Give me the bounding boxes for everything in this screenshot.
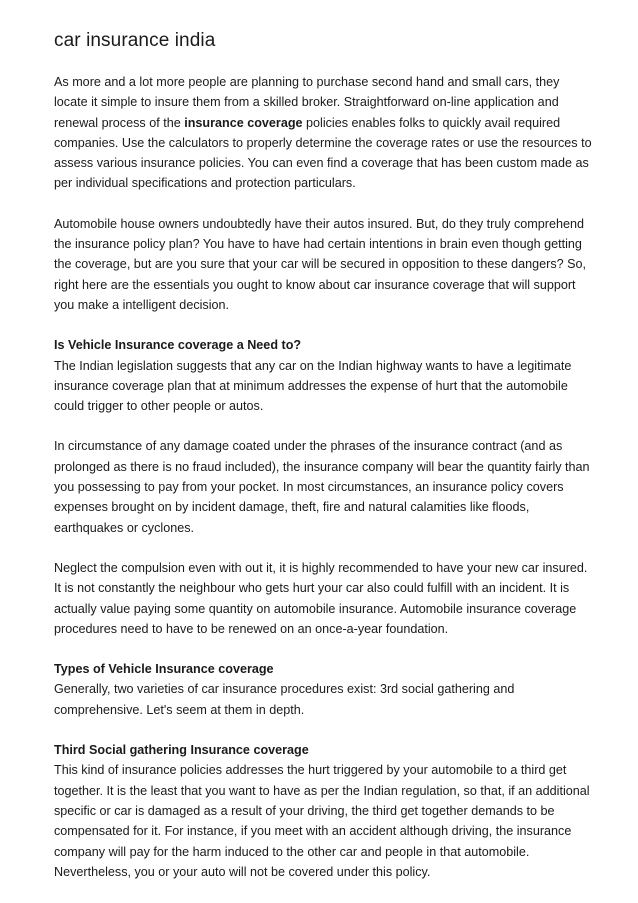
section-third-party bbox=[54, 740, 594, 882]
document-page bbox=[54, 28, 594, 902]
paragraph-owners: Automobile house owners undoubtedly have their autos insured. But, do they truly comprehend the insurance policy plan? You have to have had certain intentions in brain even though getting the coverage, but are you sure that your car will be secured in opposition to these dangers? So, right here are the essentials you ought to know about car insurance coverage that will support you make a intelligent decision. bbox=[54, 216, 587, 312]
section-text-types: Generally, two varieties of car insurance procedures exist: 3rd social gathering and comprehensive. Let's seem at them in depth. bbox=[54, 682, 515, 717]
paragraph-damage: In circumstance of any damage coated under the phrases of the insurance contract (and as prolonged as there is no fraud included), the insurance company will bear the quantity fairly than you possessing to pay from your pocket. In most circumstances, an insurance policy covers expenses brought on by incident damage, theft, fire and natural calamities like floods, earthquakes or cyclones. bbox=[54, 439, 590, 535]
section-types bbox=[54, 659, 594, 720]
section-heading-third-party: Third Social gathering Insurance coverage bbox=[54, 743, 309, 758]
paragraph-intro-text-end: policies enables folks to quickly avail required companies. Use the calculators to properly determine the coverage rates or use the resources to assess various insurance policies. You can even find a coverage that has been custom made as per individual specifications and protection particulars. bbox=[54, 115, 592, 191]
section-heading-types: Types of Vehicle Insurance coverage bbox=[54, 662, 274, 677]
section-need bbox=[54, 335, 594, 416]
paragraph-intro-text-start: As more and a lot more people are planning to purchase second hand and small cars, they locate it simple to insure them from a skilled broker. Straightforward on-line application and renewal process of the bbox=[54, 75, 560, 130]
section-text-third-party: This kind of insurance policies addresses the hurt triggered by your automobile to a third get together. It is the least that you want to have as per the Indian regulation, so that, if an additional specific or car is damaged as a result of your driving, the third get together demands to be compensated for it. For instance, if you meet with an accident although driving, the insurance company will pay for the harm induced to the other car and people in that automobile. Nevertheless, you or your auto will not be covered under this policy. bbox=[54, 763, 590, 879]
paragraph-compulsion: Neglect the compulsion even with out it, it is highly recommended to have your new car insured. It is not constantly the neighbour who gets hurt your car also could fulfill with an incident. It is actually value paying some quantity on automobile insurance. Automobile insurance coverage procedures need to have to be renewed on an once-a-year foundation. bbox=[54, 560, 588, 636]
paragraph-intro bbox=[54, 72, 594, 194]
bold-term: insurance coverage bbox=[184, 115, 303, 130]
document-title: car insurance india bbox=[54, 30, 216, 51]
section-text-need: The Indian legislation suggests that any car on the Indian highway wants to have a legitimate insurance coverage plan that at minimum addresses the expense of hurt that the automobile could trigger to other people or autos. bbox=[54, 358, 572, 414]
section-heading-need: Is Vehicle Insurance coverage a Need to? bbox=[54, 338, 302, 353]
